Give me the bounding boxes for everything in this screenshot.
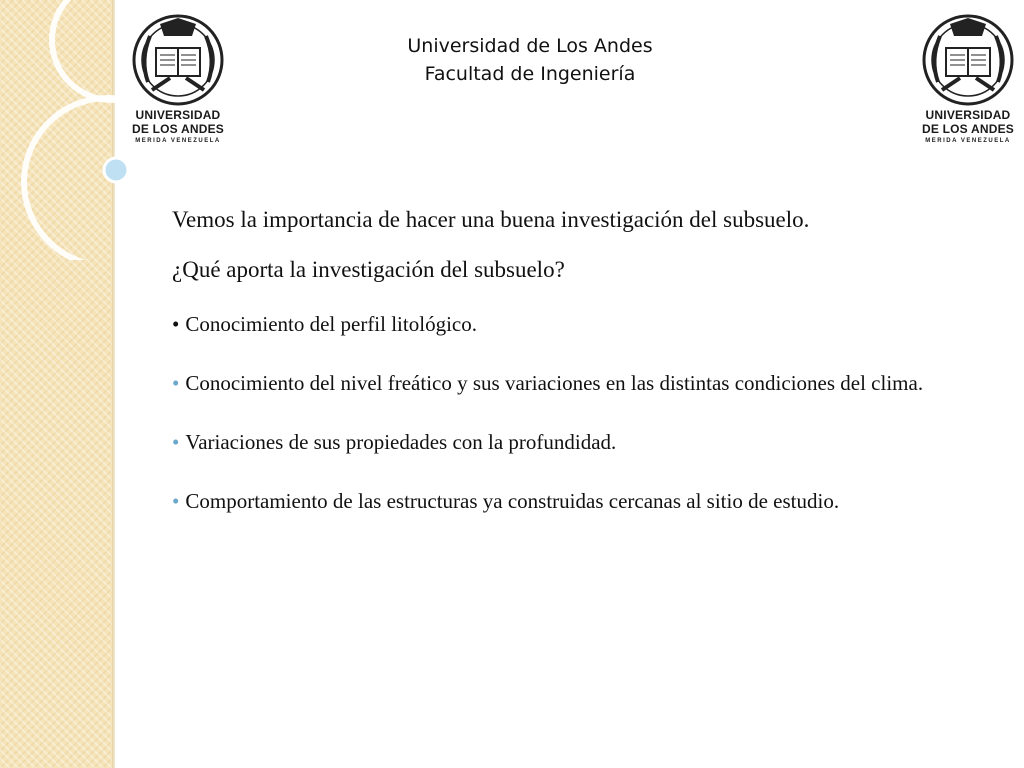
slide-header — [330, 32, 730, 88]
deco-dot — [104, 158, 128, 182]
slide-content — [172, 205, 962, 545]
university-logo-right — [920, 12, 1016, 152]
bullet-icon: • — [172, 489, 180, 513]
bullet-text: Comportamiento de las estructuras ya construidas cercanas al sitio de estudio. — [185, 489, 840, 513]
logo-text-line2: DE LOS ANDES — [922, 122, 1014, 136]
logo-text-line3: MERIDA VENEZUELA — [135, 138, 221, 144]
logo-text-line1: UNIVERSIDAD — [135, 108, 221, 122]
bullet-text: Conocimiento del nivel freático y sus variaciones en las distintas condiciones del clima. — [185, 371, 924, 395]
question-text: ¿Qué aporta la investigación del subsuelo? — [172, 257, 565, 282]
bullet-icon: • — [172, 430, 180, 454]
logo-text-line1: UNIVERSIDAD — [925, 108, 1011, 122]
bullet-text: Conocimiento del perfil litológico. — [185, 312, 477, 336]
university-logo-left — [130, 12, 226, 152]
bullet-item — [172, 486, 962, 517]
seal-icon — [920, 12, 1016, 107]
bullet-item — [172, 368, 962, 399]
bullet-icon: • — [172, 312, 180, 336]
seal-icon — [130, 12, 226, 107]
university-name: Universidad de Los Andes — [407, 35, 653, 57]
bullet-icon: • — [172, 371, 180, 395]
logo-text-line3: MERIDA VENEZUELA — [925, 138, 1011, 144]
bullet-text: Variaciones de sus propiedades con la profundidad. — [185, 430, 617, 454]
faculty-name: Facultad de Ingeniería — [424, 63, 636, 85]
intro-text: Vemos la importancia de hacer una buena investigación del subsuelo. — [172, 207, 810, 232]
logo-text-line2: DE LOS ANDES — [132, 122, 224, 136]
bullet-item — [172, 309, 962, 340]
bullet-item — [172, 427, 962, 458]
